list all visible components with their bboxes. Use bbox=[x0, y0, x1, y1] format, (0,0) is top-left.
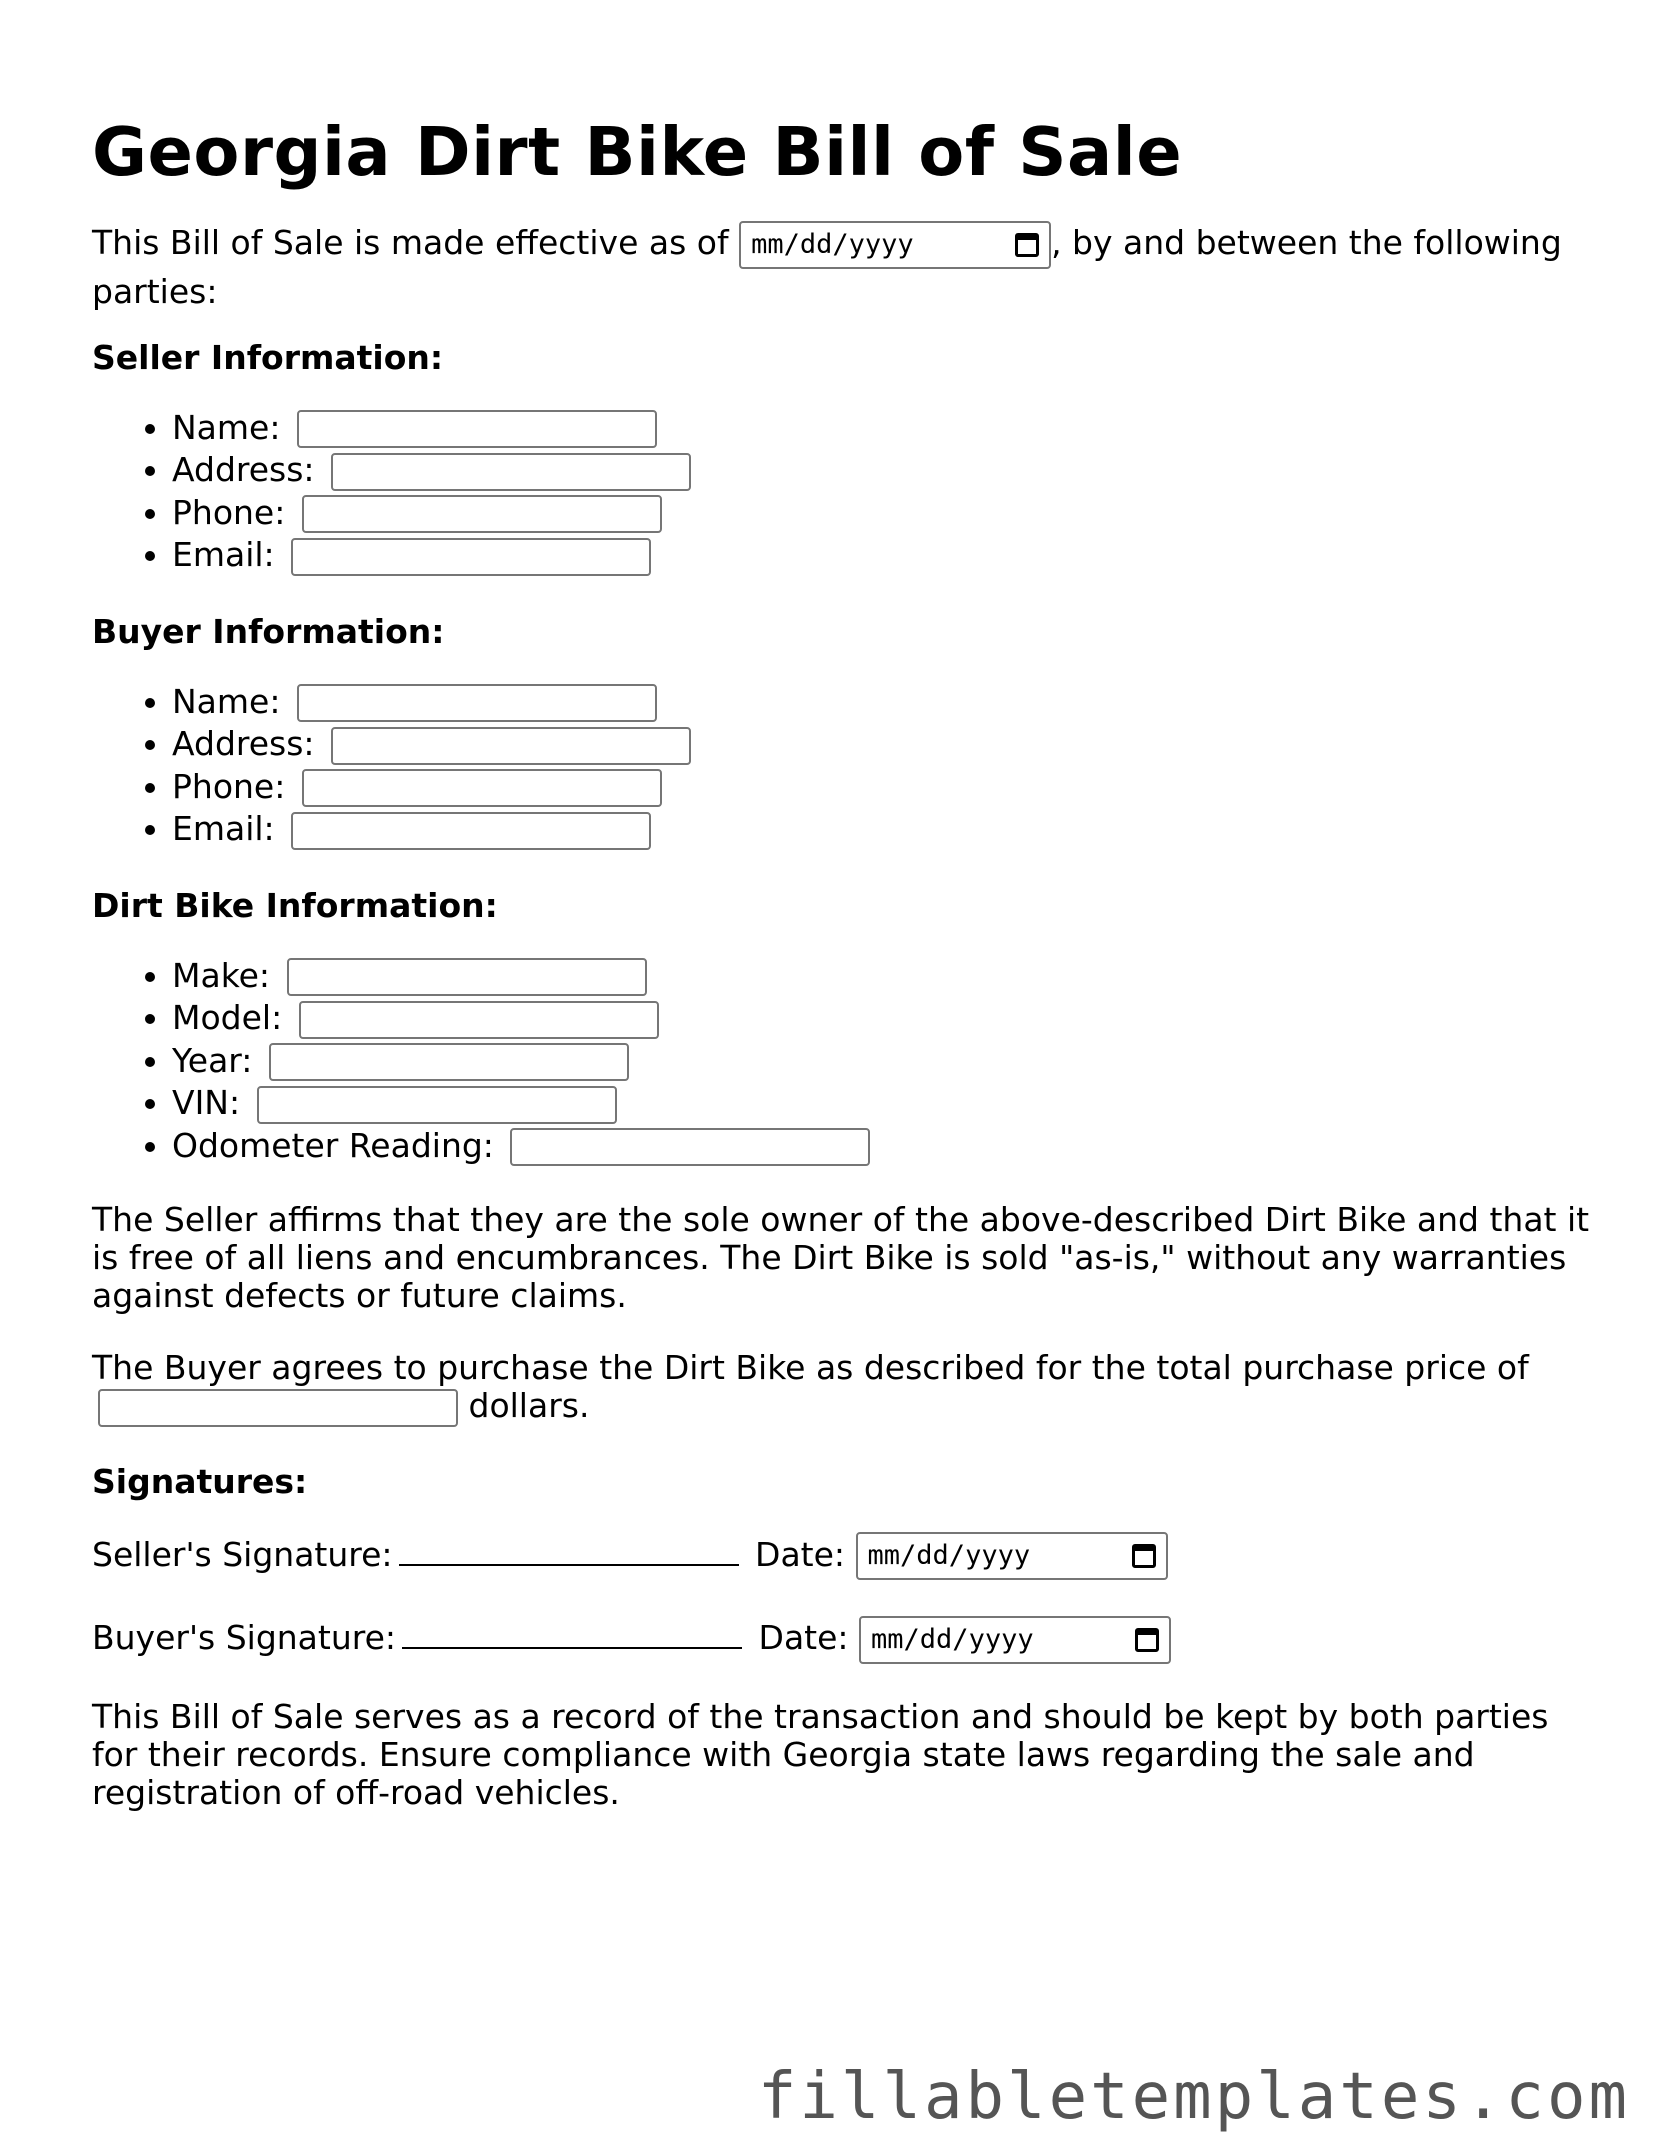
buyer-heading: Buyer Information: bbox=[92, 611, 445, 651]
purchase-text: The Buyer agrees to purchase the Dirt Bike as described for the total purchase price of bbox=[92, 1348, 1529, 1387]
bike-year-item bbox=[172, 1040, 1592, 1083]
seller-address-item bbox=[172, 449, 1592, 492]
buyer-signature-line[interactable] bbox=[402, 1617, 742, 1649]
buyer-name-label: Name: bbox=[172, 681, 281, 721]
seller-name-label: Name: bbox=[172, 407, 281, 447]
bike-odometer-label: Odometer Reading: bbox=[172, 1125, 494, 1165]
buyer-phone-input[interactable] bbox=[302, 769, 662, 807]
seller-date-placeholder: mm/dd/yyyy bbox=[867, 1540, 1031, 1571]
bike-model-label: Model: bbox=[172, 998, 283, 1037]
bike-vin-label: VIN: bbox=[172, 1083, 241, 1122]
buyer-signature-label: Buyer's Signature: bbox=[92, 1618, 397, 1657]
buyer-phone-label: Phone: bbox=[172, 766, 286, 806]
buyer-email-label: Email: bbox=[172, 809, 275, 848]
calendar-icon[interactable] bbox=[1135, 1628, 1159, 1652]
seller-list bbox=[92, 407, 1592, 577]
buyer-signature-row bbox=[92, 1614, 1592, 1664]
buyer-list bbox=[92, 681, 1592, 851]
seller-date-label: Date: bbox=[755, 1534, 846, 1574]
effective-date-placeholder: mm/dd/yyyy bbox=[751, 228, 914, 260]
seller-heading: Seller Information: bbox=[92, 337, 444, 377]
purchase-paragraph bbox=[92, 1349, 1592, 1427]
buyer-name-input[interactable] bbox=[297, 684, 657, 722]
buyer-email-item bbox=[172, 808, 1592, 851]
calendar-icon[interactable] bbox=[1132, 1544, 1156, 1568]
closing-paragraph: This Bill of Sale serves as a record of the transaction and should be kept by both parties for their records. Ensure compliance with Georgia state laws regarding the sale and registration of off-road vehicles. bbox=[92, 1696, 1549, 1812]
buyer-address-label: Address: bbox=[172, 724, 315, 763]
intro-text-after: , by and between the following parties: bbox=[92, 223, 1562, 311]
bike-model-item bbox=[172, 997, 1592, 1040]
bike-vin-input[interactable] bbox=[257, 1086, 617, 1124]
seller-phone-item bbox=[172, 492, 1592, 535]
bike-heading: Dirt Bike Information: bbox=[92, 885, 498, 925]
buyer-name-item bbox=[172, 681, 1592, 724]
buyer-address-input[interactable] bbox=[331, 727, 691, 765]
affirmation-paragraph: The Seller affirms that they are the sole owner of the above-described Dirt Bike and that it is free of all liens and encumbrances. The Dirt Bike is sold "as-is," without any warranties against defects or future claims. bbox=[92, 1200, 1590, 1315]
bike-year-label: Year: bbox=[172, 1040, 253, 1080]
intro-paragraph bbox=[92, 220, 1592, 315]
seller-address-input[interactable] bbox=[331, 453, 691, 491]
bike-list bbox=[92, 955, 1592, 1168]
bike-year-input[interactable] bbox=[269, 1043, 629, 1081]
seller-signature-row bbox=[92, 1531, 1592, 1581]
seller-email-label: Email: bbox=[172, 535, 275, 574]
seller-address-label: Address: bbox=[172, 450, 315, 489]
buyer-date-input[interactable] bbox=[859, 1616, 1171, 1664]
seller-signature-line[interactable] bbox=[399, 1534, 739, 1566]
seller-date-input[interactable] bbox=[856, 1532, 1168, 1580]
page-title: Georgia Dirt Bike Bill of Sale bbox=[92, 113, 1183, 191]
seller-name-item bbox=[172, 407, 1592, 450]
calendar-icon[interactable] bbox=[1015, 233, 1039, 257]
purchase-price-input[interactable] bbox=[98, 1389, 458, 1427]
bike-odometer-item bbox=[172, 1125, 1592, 1168]
seller-name-input[interactable] bbox=[297, 410, 657, 448]
buyer-date-placeholder: mm/dd/yyyy bbox=[871, 1623, 1034, 1655]
bike-make-label: Make: bbox=[172, 955, 271, 995]
buyer-address-item bbox=[172, 723, 1592, 766]
intro-text-before: This Bill of Sale is made effective as of bbox=[92, 223, 729, 262]
effective-date-input[interactable] bbox=[739, 221, 1051, 269]
bike-vin-item bbox=[172, 1082, 1592, 1125]
seller-email-item bbox=[172, 534, 1592, 577]
bike-make-item bbox=[172, 955, 1592, 998]
seller-email-input[interactable] bbox=[291, 538, 651, 576]
seller-phone-label: Phone: bbox=[172, 492, 286, 532]
bike-model-input[interactable] bbox=[299, 1001, 659, 1039]
bike-make-input[interactable] bbox=[287, 958, 647, 996]
document bbox=[92, 112, 1592, 1846]
buyer-email-input[interactable] bbox=[291, 812, 651, 850]
seller-signature-label: Seller's Signature: bbox=[92, 1534, 393, 1574]
watermark: fillabletemplates.com bbox=[757, 2060, 1630, 2134]
buyer-phone-item bbox=[172, 766, 1592, 809]
seller-phone-input[interactable] bbox=[302, 495, 662, 533]
purchase-suffix: dollars. bbox=[468, 1386, 590, 1425]
buyer-date-label: Date: bbox=[758, 1618, 849, 1657]
bike-odometer-input[interactable] bbox=[510, 1128, 870, 1166]
signatures-heading: Signatures: bbox=[92, 1461, 308, 1501]
